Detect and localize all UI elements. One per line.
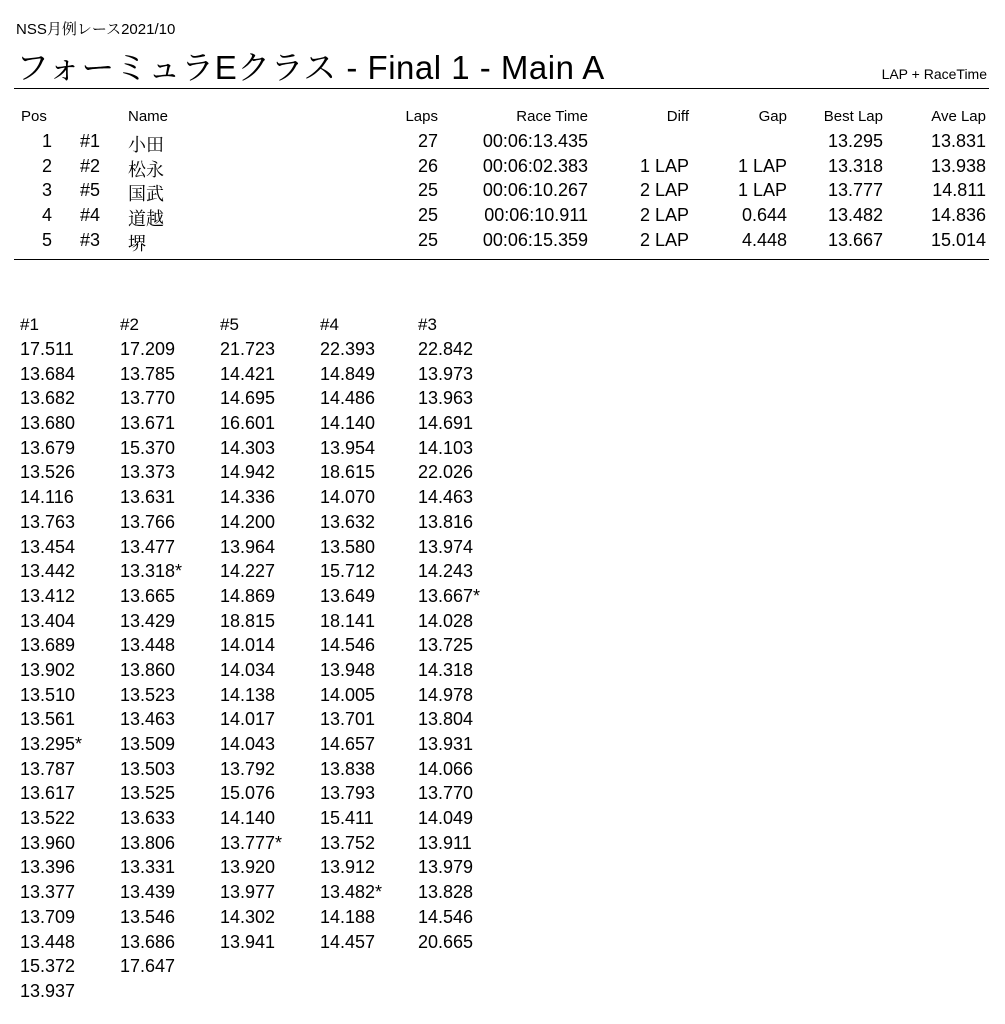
lap-time-cell: 14.066 [418,758,474,779]
lap-time-cell: 14.691 [418,413,474,434]
result-pos-cell: 1 [41,131,52,151]
lap-time-cell: 13.482* [320,882,383,903]
lap-column-header: #1 [20,315,39,334]
result-gap-cell: 1 LAP [737,155,787,176]
lap-time-cell: 13.679 [20,437,76,458]
lap-time-cell: 13.912 [320,857,376,878]
lap-time-cell: 13.561 [20,709,76,730]
result-race-time-cell: 00:06:02.383 [482,155,588,176]
lap-time-cell: 13.770 [120,388,176,409]
lap-time-cell: 14.017 [220,709,276,730]
lap-time-cell: 13.396 [20,857,76,878]
lap-time-cell: 15.370 [120,437,176,458]
lap-time-cell: 14.463 [418,487,474,508]
result-name-cell: 小田 [128,135,164,155]
result-num-cell: #5 [80,180,101,201]
lap-time-cell: 14.303 [220,437,276,458]
result-pos-cell: 4 [41,205,52,226]
lap-time-cell: 13.963 [418,388,474,409]
col-header-gap: Gap [758,108,787,125]
result-laps-cell: 25 [417,205,438,226]
lap-time-cell: 13.509 [120,734,176,754]
result-diff-cell: 2 LAP [639,229,689,250]
results-divider [14,259,989,260]
lap-time-cell: 13.632 [320,511,376,532]
lap-time-cell: 13.787 [20,758,76,779]
lap-time-cell: 14.546 [418,906,474,927]
lap-time-cell: 13.680 [20,413,76,434]
lap-column [220,312,310,954]
result-race-time-cell: 00:06:10.267 [482,180,588,201]
result-num-cell: #1 [80,131,101,151]
lap-time-cell: 13.412 [20,585,76,606]
result-diff-cell: 2 LAP [639,180,689,201]
lap-time-cell: 14.188 [320,906,376,927]
lap-time-cell: 17.209 [120,339,176,359]
lap-time-cell: 13.766 [120,511,176,532]
result-gap-cell: 0.644 [741,205,787,226]
result-gap-cell: 4.448 [741,229,787,250]
result-race-time-cell: 00:06:10.911 [484,205,588,226]
lap-time-cell: 13.725 [418,635,474,656]
lap-time-cell: 13.752 [320,832,376,853]
lap-time-cell: 13.580 [320,536,376,557]
lap-time-cell: 14.243 [418,561,474,582]
result-diff-cell: 2 LAP [639,205,689,226]
lap-time-cell: 13.777* [220,832,283,853]
lap-time-cell: 14.116 [20,487,74,508]
col-header-name: Name [128,108,169,125]
lap-time-cell: 17.647 [120,956,176,977]
col-header-race-time: Race Time [516,108,588,125]
lap-time-cell: 13.792 [220,758,276,779]
lap-time-cell: 13.920 [220,857,276,878]
lap-time-cell: 13.525 [120,783,176,804]
lap-time-cell: 14.421 [220,363,276,384]
lap-column [120,312,210,979]
result-ave-lap-cell: 15.014 [930,229,986,250]
lap-time-cell: 13.785 [120,363,176,384]
lap-time-cell: 13.633 [120,808,176,829]
lap-time-cell: 13.671 [120,413,176,434]
lap-time-cell: 13.454 [20,536,76,557]
lap-time-cell: 14.318 [418,659,474,680]
lap-time-cell: 13.373 [120,462,176,483]
result-num-cell: #2 [80,155,101,176]
lap-time-cell: 15.411 [320,808,374,829]
result-laps-cell: 27 [417,131,438,151]
lap-time-cell: 13.763 [20,511,76,532]
timing-mode-label: LAP + RaceTime [881,66,987,82]
lap-time-cell: 15.076 [220,783,276,804]
lap-time-cell: 13.979 [418,857,474,878]
lap-time-cell: 14.138 [220,684,276,705]
result-laps-cell: 25 [417,180,438,201]
event-title: NSS月例レース2021/10 [16,21,176,38]
lap-time-cell: 14.140 [320,413,376,434]
result-best-lap-cell: 13.295 [827,131,883,151]
col-header-ave-lap: Ave Lap [931,108,986,125]
lap-time-cell: 13.701 [320,709,376,730]
result-best-lap-cell: 13.777 [827,180,883,201]
lap-time-cell: 14.695 [220,388,276,409]
lap-column-header: #5 [220,315,239,334]
result-ave-lap-cell: 13.938 [930,155,986,176]
lap-time-cell: 13.682 [20,388,76,409]
lap-time-cell: 13.948 [320,659,376,680]
result-best-lap-cell: 13.318 [827,155,883,176]
result-best-lap-cell: 13.482 [827,205,883,226]
lap-time-cell: 15.372 [20,956,76,977]
lap-time-cell: 13.526 [20,462,76,483]
result-race-time-cell: 00:06:15.359 [482,229,588,250]
page-title: フォーミュラEクラス - Final 1 - Main A [16,49,605,86]
lap-time-cell: 13.941 [220,931,276,952]
result-num-cell: #4 [80,205,101,226]
lap-column-header: #4 [320,315,339,334]
lap-time-cell: 13.686 [120,931,176,952]
lap-time-cell: 14.546 [320,635,376,656]
lap-time-cell: 13.977 [220,882,276,903]
result-name-cell: 松永 [128,159,164,180]
lap-time-cell: 14.028 [418,610,474,631]
lap-time-cell: 13.960 [20,832,76,853]
lap-time-cell: 14.043 [220,734,276,754]
lap-time-cell: 14.140 [220,808,276,829]
lap-time-cell: 14.302 [220,906,276,927]
lap-time-cell: 14.942 [220,462,276,483]
result-ave-lap-cell: 14.811 [932,180,986,201]
lap-time-cell: 14.657 [320,734,376,754]
lap-time-cell: 13.770 [418,783,474,804]
lap-time-cell: 13.510 [20,684,76,705]
lap-time-cell: 13.964 [220,536,276,557]
lap-time-cell: 14.336 [220,487,276,508]
lap-time-cell: 14.978 [418,684,474,705]
lap-time-cell: 13.448 [120,635,176,656]
lap-time-cell: 22.842 [418,339,474,359]
lap-time-cell: 13.667* [418,585,481,606]
lap-time-cell: 13.546 [120,906,176,927]
lap-time-cell: 14.869 [220,585,276,606]
result-pos-cell: 5 [41,229,52,250]
header-divider [14,88,989,89]
lap-time-cell: 14.014 [220,635,276,656]
lap-time-cell: 14.200 [220,511,276,532]
result-laps-cell: 26 [417,155,438,176]
lap-time-cell: 18.141 [320,610,376,631]
result-ave-lap-cell: 14.836 [930,205,986,226]
lap-time-cell: 13.684 [20,363,76,384]
lap-time-cell: 13.806 [120,832,176,853]
lap-time-cell: 14.070 [320,487,376,508]
result-name-cell: 堺 [128,233,146,254]
lap-time-cell: 14.103 [418,437,474,458]
lap-column-header: #3 [418,315,437,334]
lap-time-cell: 13.522 [20,808,76,829]
lap-time-cell: 13.318* [120,561,183,582]
lap-time-cell: 17.511 [20,339,74,359]
lap-time-cell: 13.503 [120,758,176,779]
lap-time-cell: 13.649 [320,585,376,606]
lap-time-cell: 13.295* [20,734,83,754]
lap-time-cell: 13.665 [120,585,176,606]
result-pos-cell: 3 [41,180,52,201]
lap-time-cell: 13.954 [320,437,376,458]
lap-time-cell: 22.393 [320,339,376,359]
lap-time-cell: 13.617 [20,783,76,804]
lap-time-cell: 14.049 [418,808,474,829]
lap-column [20,312,110,1004]
lap-column-header: #2 [120,315,139,334]
lap-time-cell: 18.815 [220,610,276,631]
lap-time-cell: 14.227 [220,561,276,582]
lap-time-cell: 16.601 [220,413,276,434]
lap-time-cell: 13.937 [20,980,76,1001]
lap-time-cell: 22.026 [418,462,474,483]
lap-time-cell: 13.429 [120,610,176,631]
col-header-best-lap: Best Lap [823,108,883,125]
lap-time-cell: 13.477 [120,536,176,557]
lap-time-cell: 13.860 [120,659,176,680]
lap-time-cell: 13.331 [120,857,176,878]
lap-time-cell: 18.615 [320,462,376,483]
lap-column [418,312,508,954]
lap-time-cell: 20.665 [418,931,474,952]
result-num-cell: #3 [80,229,101,250]
result-pos-cell: 2 [41,155,52,176]
lap-time-cell: 14.457 [320,931,376,952]
lap-time-cell: 13.709 [20,906,76,927]
lap-time-cell: 13.816 [418,511,474,532]
lap-time-cell: 13.523 [120,684,176,705]
lap-time-cell: 13.448 [20,931,76,952]
lap-time-cell: 13.973 [418,363,474,384]
result-ave-lap-cell: 13.831 [930,131,986,151]
lap-time-cell: 13.631 [120,487,176,508]
lap-time-cell: 14.034 [220,659,276,680]
lap-time-cell: 13.931 [418,734,474,754]
lap-time-cell: 13.404 [20,610,76,631]
lap-time-cell: 13.838 [320,758,376,779]
result-race-time-cell: 00:06:13.435 [482,131,588,151]
lap-time-cell: 15.712 [320,561,376,582]
result-name-cell: 道越 [128,209,164,230]
result-diff-cell: 1 LAP [639,155,689,176]
lap-time-cell: 13.974 [418,536,474,557]
lap-time-cell: 13.442 [20,561,76,582]
result-gap-cell: 1 LAP [737,180,787,201]
lap-time-cell: 13.828 [418,882,474,903]
lap-time-cell: 13.793 [320,783,376,804]
lap-time-cell: 13.377 [20,882,76,903]
result-name-cell: 国武 [128,184,164,205]
lap-time-cell: 13.804 [418,709,474,730]
result-laps-cell: 25 [417,229,438,250]
lap-time-cell: 14.005 [320,684,376,705]
lap-time-cell: 13.911 [418,832,472,853]
col-header-diff: Diff [666,108,689,125]
lap-time-cell: 13.689 [20,635,76,656]
col-header-laps: Laps [405,108,438,125]
lap-time-cell: 14.849 [320,363,376,384]
col-header-pos: Pos [21,108,47,125]
lap-time-cell: 14.486 [320,388,376,409]
lap-time-cell: 13.439 [120,882,176,903]
lap-column [320,312,410,954]
lap-time-cell: 13.463 [120,709,176,730]
lap-time-cell: 21.723 [220,339,276,359]
result-best-lap-cell: 13.667 [827,229,883,250]
lap-time-cell: 13.902 [20,659,76,680]
